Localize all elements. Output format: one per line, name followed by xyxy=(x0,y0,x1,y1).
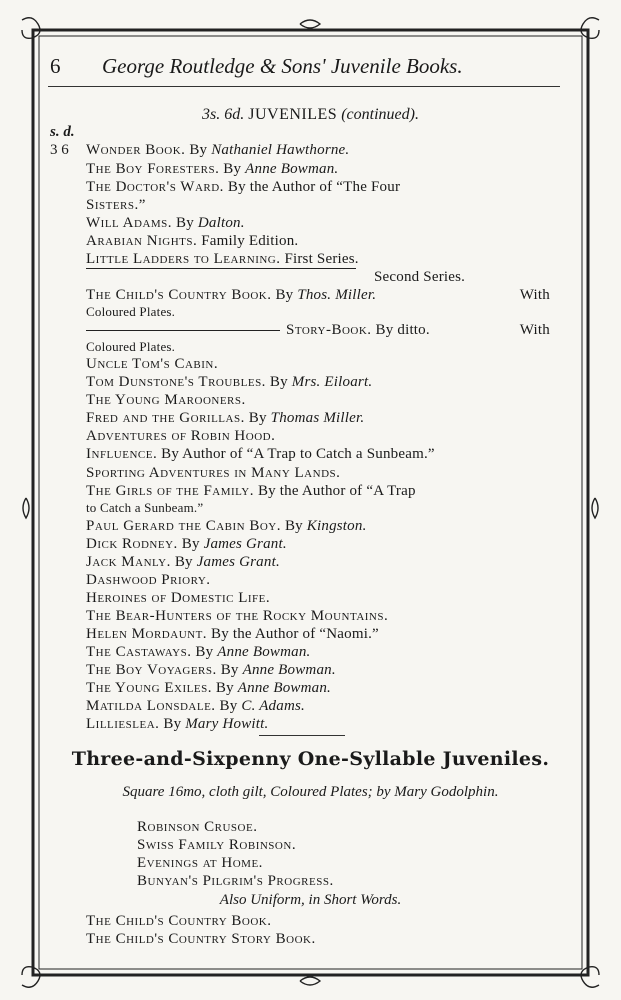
author-name: Kingston. xyxy=(306,518,367,534)
also-uniform-item: The Child's Country Story Book. xyxy=(86,931,316,947)
book-title: The Boy Foresters. xyxy=(86,161,220,177)
book-entry xyxy=(86,607,550,625)
by-word: By xyxy=(163,716,182,732)
book-entry xyxy=(86,427,550,445)
by-word: By xyxy=(176,215,194,231)
book-entry xyxy=(86,589,550,607)
book-entry xyxy=(86,178,550,196)
book-entry xyxy=(86,355,550,373)
book-entry xyxy=(86,409,550,427)
by-word: By xyxy=(223,161,242,177)
one-syllable-heading: Three-and-Sixpenny One-Syllable Juveniles. xyxy=(71,748,550,770)
entry-note: By Author of “A Trap to Catch a Sunbeam.” xyxy=(161,446,435,462)
entry-continuation: Coloured Plates. xyxy=(86,339,176,354)
book-title: The Girls of the Family. xyxy=(86,483,254,499)
author-name: Dalton. xyxy=(197,215,245,231)
one-syllable-subtitle: Square 16mo, cloth gilt, Coloured Plates; by Mary Godolphin. xyxy=(122,784,499,800)
entry-with: With xyxy=(519,287,550,303)
entry-continuation: Second Series. xyxy=(374,269,466,285)
book-title: The Doctor's Ward. xyxy=(86,179,224,195)
by-word: By xyxy=(219,698,238,714)
book-title: The Boy Voyagers. xyxy=(86,662,217,678)
heading-price: 3s. 6d. xyxy=(202,106,245,123)
ditto-rule xyxy=(86,330,280,331)
also-uniform-item: The Child's Country Book. xyxy=(86,913,272,929)
also-uniform-heading: Also Uniform, in Short Words. xyxy=(219,892,402,908)
entry-note: By the Author of “A Trap xyxy=(257,483,416,499)
entry-note: By ditto. xyxy=(375,322,430,338)
book-title: Little Ladders to Learning. xyxy=(86,251,281,267)
book-title: Lillieslea. xyxy=(86,716,160,732)
book-title: Helen Mordaunt. xyxy=(86,626,208,642)
book-title: Will Adams. xyxy=(86,215,173,231)
book-entry xyxy=(86,196,550,214)
book-title: Paul Gerard the Cabin Boy. xyxy=(86,518,281,534)
book-entry xyxy=(86,643,550,661)
one-syllable-item: Robinson Crusoe. xyxy=(137,819,258,835)
book-title: Matilda Lonsdale. xyxy=(86,698,216,714)
header-rule xyxy=(48,86,560,87)
author-name: Anne Bowman. xyxy=(237,680,331,696)
book-entry xyxy=(86,661,550,679)
section-divider xyxy=(259,735,345,736)
book-title: Uncle Tom's Cabin. xyxy=(86,356,219,372)
book-title: Story-Book. xyxy=(286,322,372,338)
running-title: George Routledge & Sons' Juvenile Books. xyxy=(102,54,463,78)
book-title: The Castaways. xyxy=(86,644,192,660)
book-entry xyxy=(86,517,550,535)
entry-note: Family Edition. xyxy=(201,233,299,249)
book-title: Dashwood Priory. xyxy=(86,572,211,588)
book-title: Dick Rodney. xyxy=(86,536,178,552)
author-name: Mary Howitt. xyxy=(185,716,269,732)
author-name: Anne Bowman. xyxy=(242,662,336,678)
book-entry xyxy=(86,697,550,715)
book-entry xyxy=(86,464,550,482)
author-name: Nathaniel Hawthorne. xyxy=(211,142,350,158)
book-entry xyxy=(86,535,550,553)
by-word: By xyxy=(269,374,288,390)
entry-continuation: Coloured Plates. xyxy=(86,304,176,319)
author-name: James Grant. xyxy=(203,536,287,552)
page-header xyxy=(50,52,560,80)
book-entry xyxy=(86,571,550,589)
book-title: The Young Marooners. xyxy=(86,392,246,408)
book-title: Influence. xyxy=(86,446,158,462)
entry-continuation: to Catch a Sunbeam.” xyxy=(86,500,204,515)
book-title: The Bear-Hunters of the Rocky Mountains. xyxy=(86,608,389,624)
section-heading xyxy=(0,106,621,124)
entry-note: First Series. xyxy=(284,251,359,267)
book-entry xyxy=(86,250,550,268)
by-word: By xyxy=(181,536,200,552)
book-entry xyxy=(86,232,550,250)
book-entry xyxy=(86,482,550,500)
book-entry xyxy=(86,160,550,178)
book-entry xyxy=(86,214,550,232)
entry-note: By the Author of “Naomi.” xyxy=(211,626,379,642)
book-title: Fred and the Gorillas. xyxy=(86,410,245,426)
author-name: Anne Bowman. xyxy=(217,644,311,660)
book-title: Arabian Nights. xyxy=(86,233,198,249)
book-entry xyxy=(86,715,550,733)
by-word: By xyxy=(189,142,208,158)
author-name: Thos. Miller. xyxy=(297,287,377,303)
author-name: C. Adams. xyxy=(241,698,305,714)
book-entry xyxy=(86,303,550,321)
book-entry xyxy=(86,391,550,409)
page-number: 6 xyxy=(50,54,61,78)
book-title: Heroines of Domestic Life. xyxy=(86,590,271,606)
heading-text: JUVENILES xyxy=(248,106,338,123)
heading-note: (continued). xyxy=(341,106,419,123)
author-name: Mrs. Eiloart. xyxy=(291,374,373,390)
book-title: The Child's Country Book. xyxy=(86,287,272,303)
by-word: By xyxy=(215,680,234,696)
entry-with: With xyxy=(519,322,550,338)
one-syllable-item: Swiss Family Robinson. xyxy=(137,837,297,853)
author-name: James Grant. xyxy=(196,554,280,570)
entry-note: By the Author of “The Four xyxy=(227,179,401,195)
price-label: 3 6 xyxy=(50,142,69,158)
author-name: Anne Bowman. xyxy=(245,161,339,177)
book-title: Tom Dunstone's Troubles. xyxy=(86,374,266,390)
by-word: By xyxy=(284,518,303,534)
one-syllable-item: Evenings at Home. xyxy=(137,855,263,871)
column-label-sd: s. d. xyxy=(50,124,75,140)
book-title: Wonder Book. xyxy=(86,142,186,158)
book-entry xyxy=(86,499,550,517)
book-title: Adventures of Robin Hood. xyxy=(86,428,276,444)
entry-continuation: Sisters.” xyxy=(86,197,146,213)
by-word: By xyxy=(220,662,239,678)
book-entry xyxy=(86,625,550,643)
book-title: The Young Exiles. xyxy=(86,680,212,696)
by-word: By xyxy=(275,287,294,303)
author-name: Thomas Miller. xyxy=(270,410,365,426)
book-entry xyxy=(86,321,550,339)
book-entry xyxy=(86,141,550,159)
book-entry xyxy=(86,338,550,356)
by-word: By xyxy=(174,554,193,570)
book-entry xyxy=(86,286,550,304)
book-title: Jack Manly. xyxy=(86,554,171,570)
book-entry xyxy=(86,268,550,286)
book-entry xyxy=(86,373,550,391)
book-entry xyxy=(86,679,550,697)
by-word: By xyxy=(195,644,214,660)
book-title: Sporting Adventures in Many Lands. xyxy=(86,465,341,481)
book-entry xyxy=(86,445,550,463)
one-syllable-item: Bunyan's Pilgrim's Progress. xyxy=(137,873,334,889)
book-entry xyxy=(86,553,550,571)
by-word: By xyxy=(248,410,267,426)
